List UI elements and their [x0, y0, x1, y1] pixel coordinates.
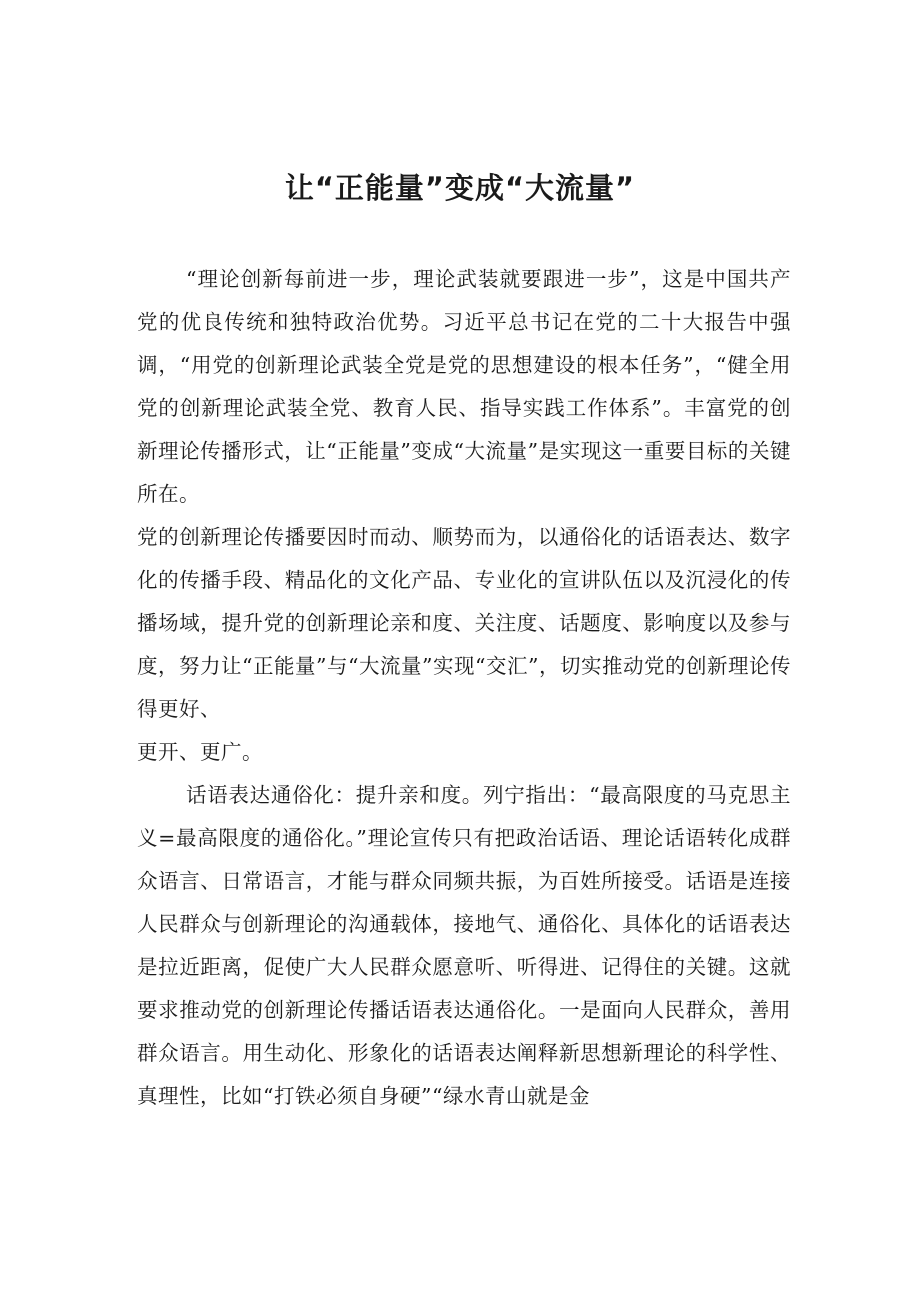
document-title: 让“正能量”变成“大流量”	[284, 171, 636, 205]
document-body	[137, 258, 791, 1118]
paragraph-2: 党的创新理论传播要因时而动、顺势而为，以通俗化的话语表达、数字化的传播手段、精品化的文化产品、专业化的宣讲队伍以及沉浸化的传播场域，提升党的创新理论亲和度、关注度、话题度、影响度以及参与度，努力让“正能量”与“大流量”实现“交汇”，切实推动党的创新理论传得更好、	[137, 525, 791, 721]
paragraph-1: “理论创新每前进一步，理论武装就要跟进一步”，这是中国共产党的优良传统和独特政治优势。习近平总书记在党的二十大报告中强调，“用党的创新理论武装全党是党的思想建设的根本任务”，“健全用党的创新理论武装全党、教育人民、指导实践工作体系”。丰富党的创新理论传播形式，让“正能量”变成“大流量”是实现这一重要目标的关键所在。	[137, 267, 791, 506]
paragraph-3: 更开、更广。	[137, 740, 263, 764]
paragraph-4: 话语表达通俗化：提升亲和度。列宁指出：“最高限度的马克思主义=最高限度的通俗化。”理论宣传只有把政治话语、理论话语转化成群众语言、日常语言，才能与群众同频共振，为百姓所接受。话语是连接人民群众与创新理论的沟通载体，接地气、通俗化、具体化的话语表达是拉近距离，促使广大人民群众愿意听、听得进、记得住的关键。这就要求推动党的创新理论传播话语表达通俗化。一是面向人民群众，善用群众语言。用生动化、形象化的话语表达阐释新思想新理论的科学性、真理性，比如“打铁必须自身硬”“绿水青山就是金	[137, 783, 791, 1108]
